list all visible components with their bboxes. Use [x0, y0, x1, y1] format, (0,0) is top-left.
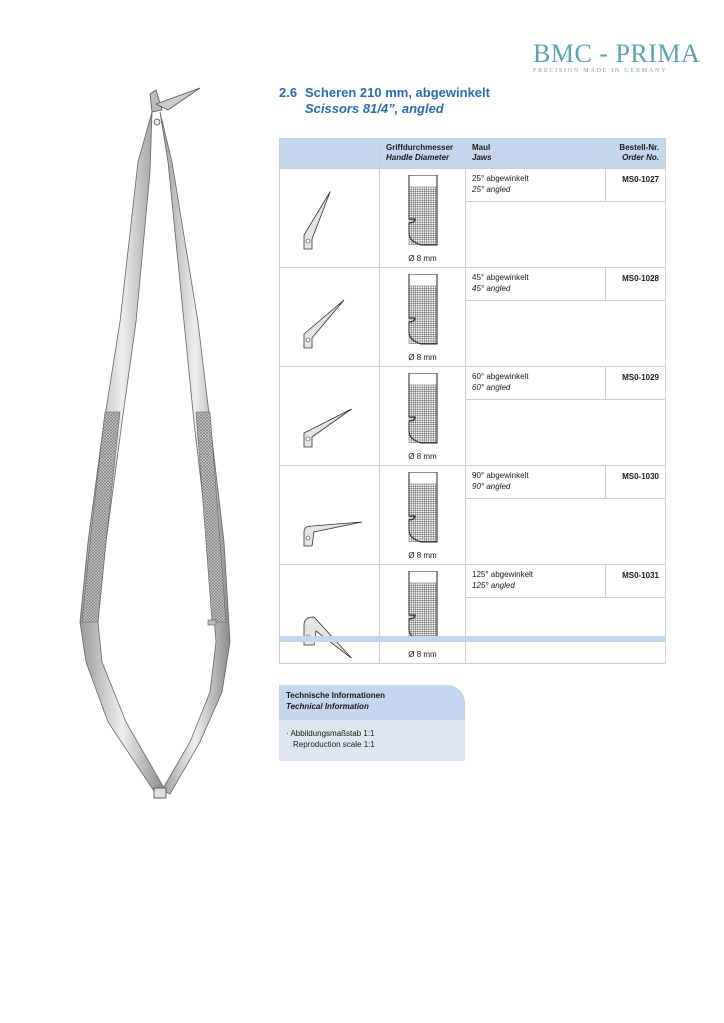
brand-name: BMC - PRIMA	[533, 39, 701, 68]
jaw-description	[466, 268, 606, 301]
header-image	[280, 139, 380, 169]
jaw-label-de: 125° abgewinkelt	[472, 570, 534, 579]
product-table	[279, 138, 666, 664]
jaw-description	[466, 367, 606, 400]
header-jaws-en: Jaws	[472, 153, 492, 162]
jaw-label-en: 90° angled	[472, 482, 511, 491]
scissor-tip-drawing	[280, 169, 380, 262]
header-order-de: Bestell-Nr.	[619, 143, 659, 152]
jaw-label-de: 45° abgewinkelt	[472, 273, 529, 282]
jaw-label-en: 60° angled	[472, 383, 511, 392]
brand-logo	[533, 39, 701, 74]
technical-info-title-en: Technical Information	[286, 702, 369, 711]
tip-image-cell	[280, 367, 380, 466]
header-order-en: Order No.	[622, 153, 659, 162]
jaw-label-de: 25° abgewinkelt	[472, 174, 529, 183]
scissor-tip-drawing	[280, 367, 380, 460]
scale-line-de: · Abbildungsmaßstab 1:1	[286, 729, 375, 738]
jaw-grid-drawing	[407, 175, 439, 247]
order-number: MS0-1029	[606, 367, 666, 400]
scissor-tip-drawing	[280, 466, 380, 559]
section-title: Scheren 210 mm, abgewinkelt	[305, 85, 490, 100]
jaw-label-en: 45° angled	[472, 284, 511, 293]
jaw-description	[466, 169, 606, 202]
section-heading	[279, 85, 490, 117]
diameter-label: Ø 8 mm	[408, 551, 437, 560]
tip-image-cell	[280, 466, 380, 565]
order-number: MS0-1027	[606, 169, 666, 202]
handle-diameter-cell	[380, 565, 466, 664]
header-jaws	[466, 139, 606, 169]
table-footer-bar	[279, 636, 665, 642]
diameter-label: Ø 8 mm	[408, 353, 437, 362]
technical-info-box	[279, 685, 465, 761]
diameter-label: Ø 8 mm	[408, 254, 437, 263]
jaw-label-de: 90° abgewinkelt	[472, 471, 529, 480]
scissor-tip-drawing	[280, 268, 380, 361]
jaw-grid-drawing	[407, 472, 439, 544]
header-handle-de: Griffdurchmesser	[386, 143, 454, 152]
header-handle-en: Handle Diameter	[386, 153, 450, 162]
empty-cell	[466, 399, 666, 465]
table-row	[280, 466, 666, 499]
brand-tagline: PRECISION MADE IN GERMANY	[533, 67, 668, 74]
tip-image-cell	[280, 169, 380, 268]
table-header-row	[280, 139, 666, 169]
jaw-label-en: 25° angled	[472, 185, 511, 194]
table-row	[280, 268, 666, 301]
handle-diameter-cell	[380, 466, 466, 565]
handle-diameter-cell	[380, 169, 466, 268]
header-order	[606, 139, 666, 169]
technical-info-title-de: Technische Informationen	[286, 691, 385, 700]
handle-diameter-cell	[380, 367, 466, 466]
tip-image-cell	[280, 268, 380, 367]
scissors-illustration	[60, 82, 270, 812]
empty-cell	[466, 597, 666, 663]
scale-line-en: Reproduction scale 1:1	[293, 740, 375, 749]
scissor-tip-shape	[304, 522, 362, 546]
header-jaws-de: Maul	[472, 143, 491, 152]
screw-icon	[306, 239, 310, 243]
section-number: 2.6	[279, 85, 298, 100]
handle-diameter-cell	[380, 268, 466, 367]
screw-icon	[306, 437, 310, 441]
technical-info-header	[279, 685, 465, 720]
screw-icon	[306, 338, 310, 342]
table-row	[280, 367, 666, 400]
order-number: MS0-1031	[606, 565, 666, 598]
table-row	[280, 169, 666, 202]
screw-icon	[306, 536, 310, 540]
order-number: MS0-1028	[606, 268, 666, 301]
jaw-grid-drawing	[407, 274, 439, 346]
jaw-description	[466, 565, 606, 598]
diameter-label: Ø 8 mm	[408, 452, 437, 461]
order-number: MS0-1030	[606, 466, 666, 499]
empty-cell	[466, 201, 666, 267]
technical-info-body	[279, 720, 465, 758]
jaw-description	[466, 466, 606, 499]
section-subtitle: Scissors 81/4”, angled	[305, 101, 444, 116]
table-row	[280, 565, 666, 598]
empty-cell	[466, 498, 666, 564]
scissor-tip-drawing	[280, 565, 380, 658]
scissor-tip-shape	[304, 409, 352, 447]
diameter-label: Ø 8 mm	[408, 650, 437, 659]
jaw-grid-drawing	[407, 373, 439, 445]
jaw-grid-drawing	[407, 571, 439, 643]
jaw-label-en: 125° angled	[472, 581, 515, 590]
header-handle	[380, 139, 466, 169]
tip-image-cell	[280, 565, 380, 664]
jaw-label-de: 60° abgewinkelt	[472, 372, 529, 381]
empty-cell	[466, 300, 666, 366]
